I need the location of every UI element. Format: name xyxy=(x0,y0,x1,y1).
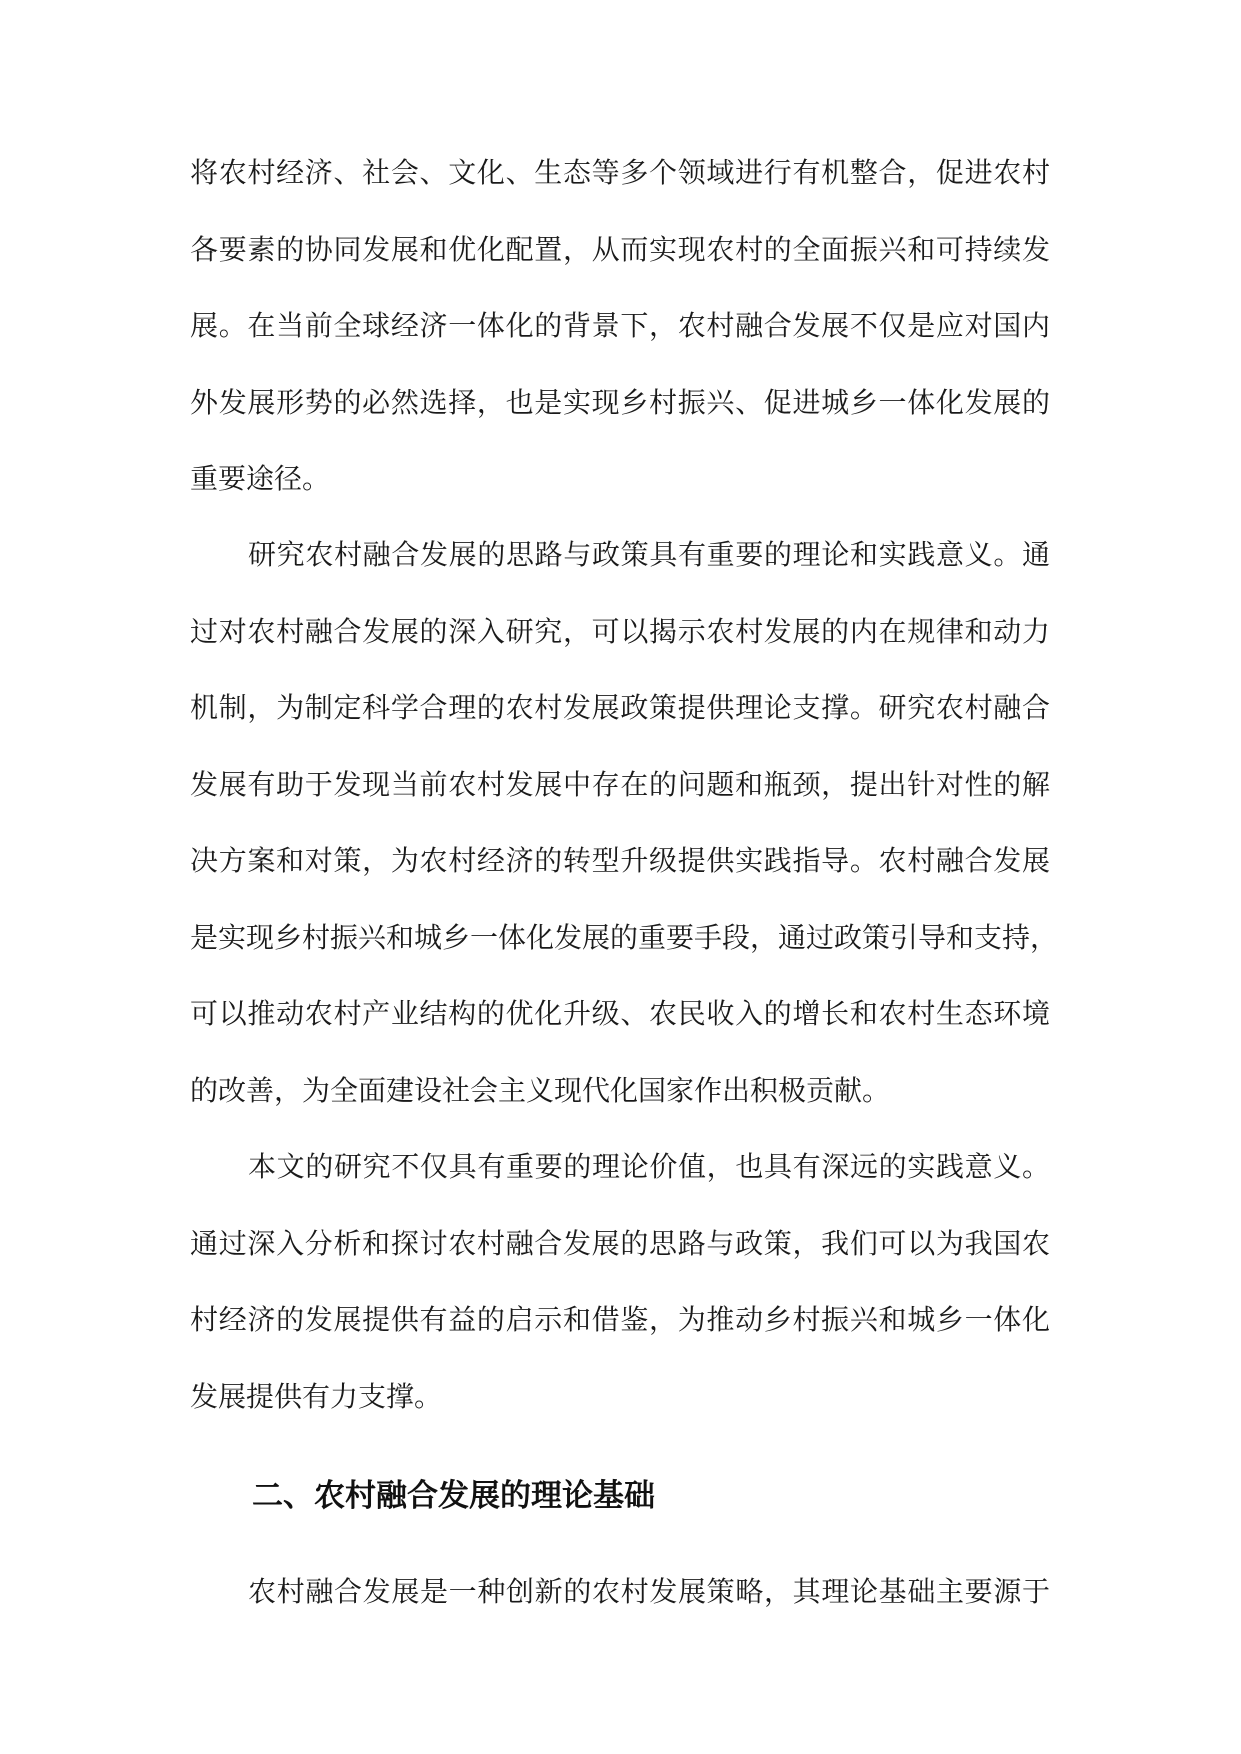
paragraph-2-line-5: 决方案和对策，为农村经济的转型升级提供实践指导。农村融合发展 xyxy=(190,844,1050,877)
paragraph-1-line-4: 外发展形势的必然选择，也是实现乡村振兴、促进城乡一体化发展的 xyxy=(190,386,1050,419)
paragraph-2-line-7: 可以推动农村产业结构的优化升级、农民收入的增长和农村生态环境 xyxy=(190,997,1050,1030)
paragraph-3-line-4: 发展提供有力支撑。 xyxy=(190,1380,443,1413)
paragraph-2-line-6: 是实现乡村振兴和城乡一体化发展的重要手段，通过政策引导和支持， xyxy=(190,921,1059,954)
section-heading: 二、农村融合发展的理论基础 xyxy=(252,1478,655,1514)
paragraph-1-line-2: 各要素的协同发展和优化配置，从而实现农村的全面振兴和可持续发 xyxy=(190,233,1050,266)
paragraph-2-line-8: 的改善，为全面建设社会主义现代化国家作出积极贡献。 xyxy=(190,1074,891,1107)
paragraph-1-line-5: 重要途径。 xyxy=(190,462,331,495)
paragraph-3-line-3: 村经济的发展提供有益的启示和借鉴，为推动乡村振兴和城乡一体化 xyxy=(190,1303,1050,1336)
paragraph-2-line-4: 发展有助于发现当前农村发展中存在的问题和瓶颈，提出针对性的解 xyxy=(190,768,1050,801)
paragraph-1-line-1: 将农村经济、社会、文化、生态等多个领域进行有机整合，促进农村 xyxy=(190,156,1050,189)
paragraph-2-line-2: 过对农村融合发展的深入研究，可以揭示农村发展的内在规律和动力 xyxy=(190,615,1050,648)
paragraph-1-line-3: 展。在当前全球经济一体化的背景下，农村融合发展不仅是应对国内 xyxy=(190,309,1050,342)
paragraph-3-line-1: 本文的研究不仅具有重要的理论价值，也具有深远的实践意义。 xyxy=(248,1150,1050,1183)
paragraph-2-line-3: 机制，为制定科学合理的农村发展政策提供理论支撑。研究农村融合 xyxy=(190,691,1050,724)
paragraph-3-line-2: 通过深入分析和探讨农村融合发展的思路与政策，我们可以为我国农 xyxy=(190,1227,1050,1260)
section-paragraph-line-1: 农村融合发展是一种创新的农村发展策略，其理论基础主要源于 xyxy=(248,1575,1050,1608)
paragraph-2-line-1: 研究农村融合发展的思路与政策具有重要的理论和实践意义。通 xyxy=(248,538,1050,571)
